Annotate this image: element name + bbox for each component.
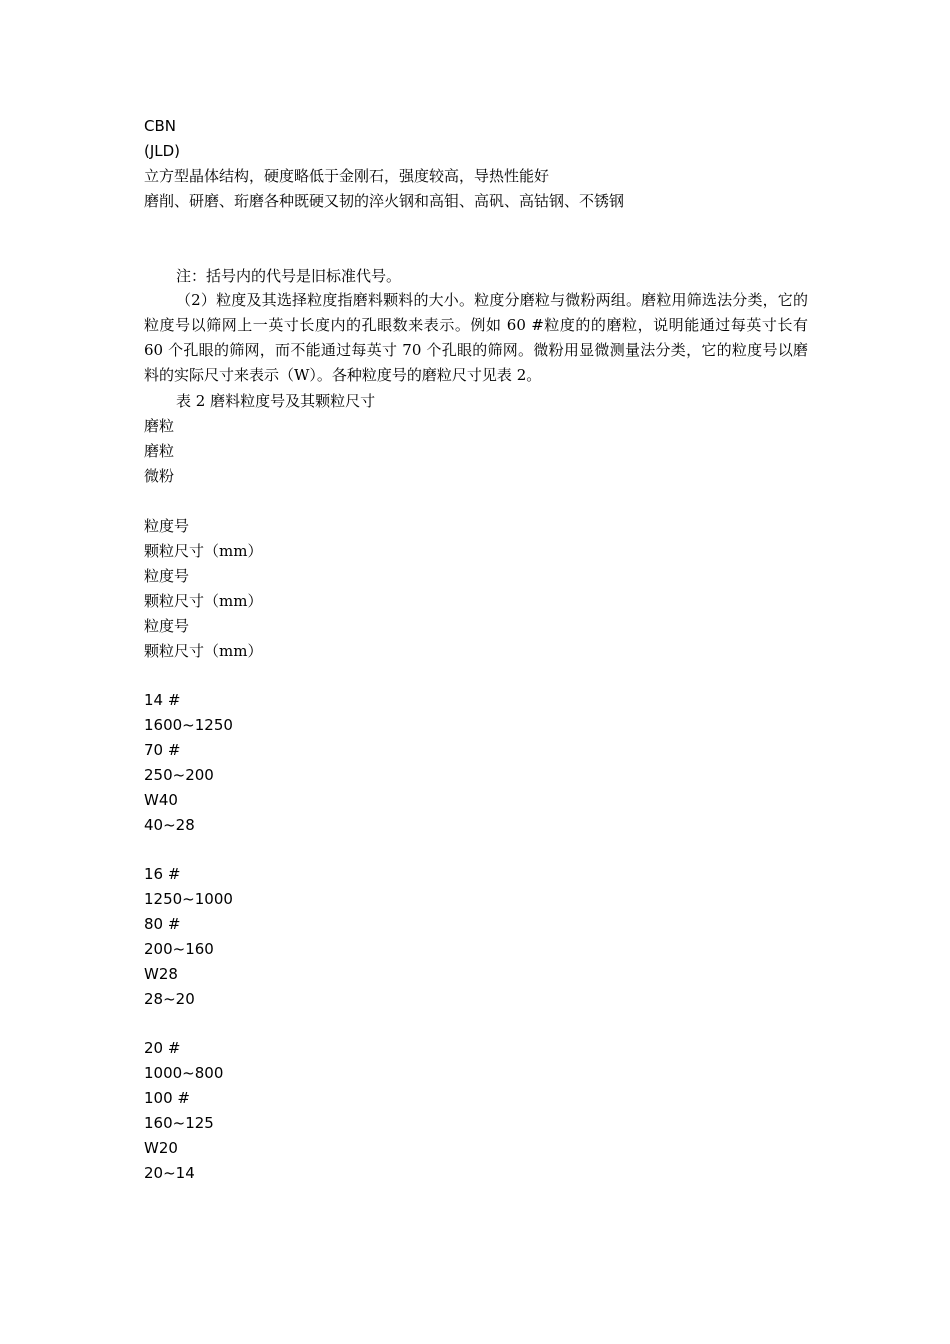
table-cell: 70 # xyxy=(144,741,181,759)
table-cell: 1600~1250 xyxy=(144,716,233,734)
grain-size-paragraph: （2）粒度及其选择粒度指磨料颗料的大小。粒度分磨粒与微粉两组。磨粒用筛选法分类，它的粒度号以筛网上一英寸长度内的孔眼数来表示。例如 60 #粒度的的磨粒，说明能通过每英寸长有 60 个孔眼的筛网，而不能通过每英寸 70 个孔眼的筛网。微粉用显微测量法分类，它的粒度号以磨料的实际尺寸来表示（W）。各种粒度号的磨粒尺寸见表 2。 xyxy=(144,291,808,384)
table-cell: 16 # xyxy=(144,865,181,883)
material-abbr: CBN xyxy=(144,117,176,135)
table-column-header: 颗粒尺寸（mm） xyxy=(144,542,263,560)
material-usage: 磨削、研磨、珩磨各种既硬又韧的淬火钢和高钼、高矾、高钴钢、不锈钢 xyxy=(144,192,625,210)
table-cell: 80 # xyxy=(144,915,181,933)
table-group-header: 磨粒 xyxy=(144,442,175,460)
table-cell: 14 # xyxy=(144,691,181,709)
table-column-header: 颗粒尺寸（mm） xyxy=(144,642,263,660)
table-cell: 200~160 xyxy=(144,940,214,958)
material-old-code: (JLD) xyxy=(144,142,181,160)
table-cell: W40 xyxy=(144,791,178,809)
table-column-header: 粒度号 xyxy=(144,567,190,585)
table-cell: 100 # xyxy=(144,1089,190,1107)
table-title: 表 2 磨料粒度号及其颗粒尺寸 xyxy=(176,392,376,410)
note-text: 注：括号内的代号是旧标准代号。 xyxy=(176,267,402,285)
table-cell: 40~28 xyxy=(144,816,195,834)
table-cell: 1250~1000 xyxy=(144,890,233,908)
table-cell: 28~20 xyxy=(144,990,195,1008)
table-column-header: 粒度号 xyxy=(144,617,190,635)
material-property: 立方型晶体结构，硬度略低于金刚石，强度较高，导热性能好 xyxy=(144,167,550,185)
table-cell: 250~200 xyxy=(144,766,214,784)
table-group-header: 磨粒 xyxy=(144,417,175,435)
table-column-header: 颗粒尺寸（mm） xyxy=(144,592,263,610)
table-cell: 1000~800 xyxy=(144,1064,224,1082)
table-cell: W28 xyxy=(144,965,178,983)
table-cell: 20~14 xyxy=(144,1164,195,1182)
table-cell: 20 # xyxy=(144,1039,181,1057)
table-cell: 160~125 xyxy=(144,1114,214,1132)
table-column-header: 粒度号 xyxy=(144,517,190,535)
table-cell: W20 xyxy=(144,1139,178,1157)
table-group-header: 微粉 xyxy=(144,467,175,485)
